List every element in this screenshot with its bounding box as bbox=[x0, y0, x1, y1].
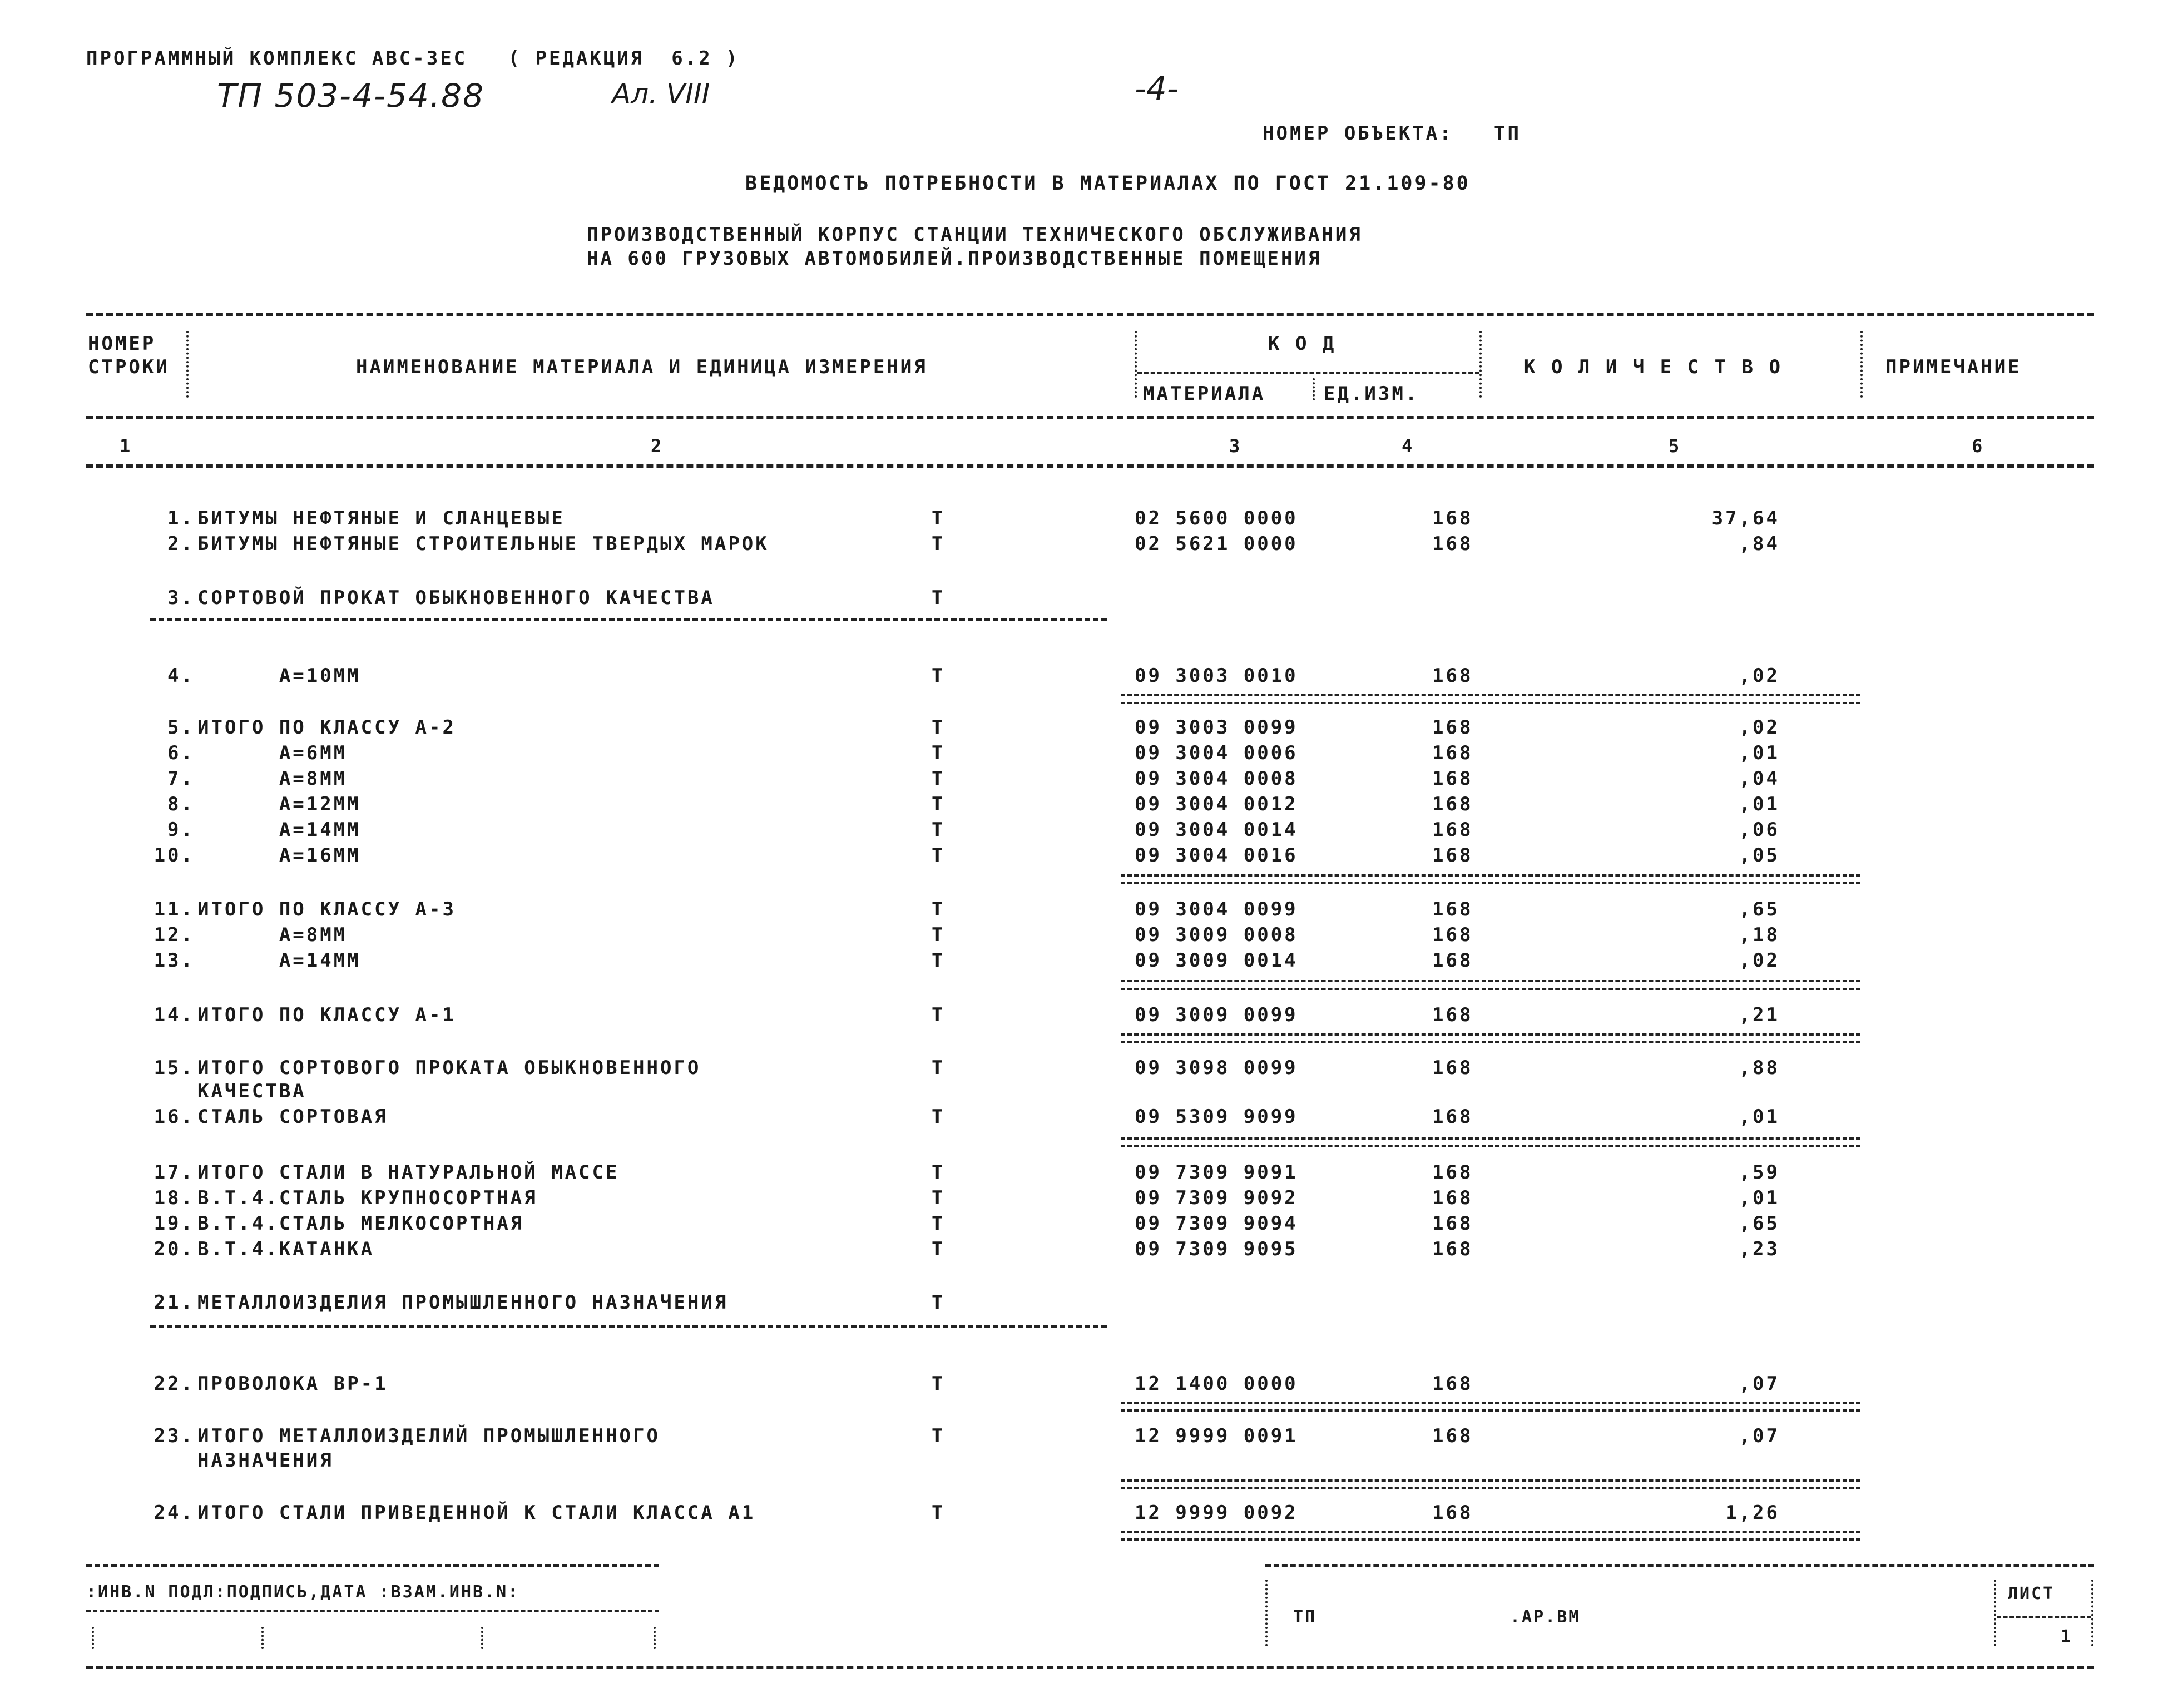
col-number-4: 4 bbox=[1402, 435, 1413, 457]
table-row bbox=[0, 507, 2168, 533]
row-number: 14. bbox=[154, 1004, 195, 1026]
table-row bbox=[0, 1106, 2168, 1131]
table-row bbox=[0, 742, 2168, 768]
row-number: 7. bbox=[167, 768, 195, 790]
col4-header: ЕД.ИЗМ. bbox=[1324, 383, 1419, 405]
subtotal-rule bbox=[1121, 980, 1860, 990]
row-number: 2. bbox=[167, 533, 195, 555]
quantity: ,59 bbox=[1739, 1161, 1780, 1184]
table-row bbox=[0, 844, 2168, 870]
material-code: 09 5309 9099 bbox=[1135, 1106, 1298, 1128]
subtotal-rule bbox=[1121, 1531, 1860, 1541]
unit: Т bbox=[932, 665, 946, 687]
quantity: ,02 bbox=[1739, 716, 1780, 739]
subtotal-rule bbox=[1121, 1033, 1860, 1043]
unit-code: 168 bbox=[1432, 819, 1473, 841]
material-code: 09 3004 0099 bbox=[1135, 898, 1298, 920]
table-row-total bbox=[0, 716, 2168, 742]
unit: Т bbox=[932, 1057, 946, 1079]
unit: Т bbox=[932, 507, 946, 529]
material-code: 09 7309 9092 bbox=[1135, 1187, 1298, 1209]
unit: Т bbox=[932, 1106, 946, 1128]
material-name: БИТУМЫ НЕФТЯНЫЕ СТРОИТЕЛЬНЫЕ ТВЕРДЫХ МАРОК bbox=[197, 533, 769, 555]
col-number-5: 5 bbox=[1669, 435, 1680, 457]
code-group-rule bbox=[1137, 372, 1479, 374]
material-code: 09 3004 0016 bbox=[1135, 844, 1298, 867]
quantity: ,84 bbox=[1739, 533, 1780, 555]
subtotal-rule bbox=[1121, 874, 1860, 884]
unit: Т bbox=[932, 1161, 946, 1184]
stamp-top-rule-right bbox=[1265, 1564, 2094, 1567]
material-code: 02 5621 0000 bbox=[1135, 533, 1298, 555]
object-number: НОМЕР ОБЪЕКТА: ТП bbox=[1263, 122, 1521, 145]
unit: Т bbox=[932, 1425, 946, 1447]
stamp-top-rule-left bbox=[86, 1564, 659, 1567]
quantity: ,23 bbox=[1739, 1238, 1780, 1260]
unit: Т bbox=[932, 1373, 946, 1395]
unit-code: 168 bbox=[1432, 533, 1473, 555]
row-number: 4. bbox=[167, 665, 195, 687]
col3-header: МАТЕРИАЛА bbox=[1143, 383, 1266, 405]
header-top-rule bbox=[86, 313, 2094, 316]
unit-code: 168 bbox=[1432, 1057, 1473, 1079]
stamp-left-mid-rule bbox=[86, 1610, 659, 1612]
table-row bbox=[0, 533, 2168, 558]
col-divider-2 bbox=[1135, 331, 1137, 398]
table-row bbox=[0, 768, 2168, 793]
unit-code: 168 bbox=[1432, 665, 1473, 687]
table-row bbox=[0, 1187, 2168, 1212]
material-code: 09 3009 0008 bbox=[1135, 924, 1298, 946]
stamp-left-labels: :ИНВ.N ПОДЛ:ПОДПИСЬ,ДАТА :ВЗАМ.ИНВ.N: bbox=[86, 1582, 520, 1602]
unit: Т bbox=[932, 949, 946, 972]
unit-code: 168 bbox=[1432, 742, 1473, 764]
row-number: 3. bbox=[167, 587, 195, 609]
material-code: 09 3004 0006 bbox=[1135, 742, 1298, 764]
material-name: ИТОГО ПО КЛАССУ А-2 bbox=[197, 716, 456, 739]
material-name: ИТОГО ПО КЛАССУ А-1 bbox=[197, 1004, 456, 1026]
stamp-cell-divider bbox=[261, 1627, 264, 1649]
material-code: 12 9999 0092 bbox=[1135, 1502, 1298, 1524]
col5-header: К О Л И Ч Е С Т В О bbox=[1524, 356, 1783, 378]
material-name: А=14ММ bbox=[197, 819, 361, 841]
unit-code: 168 bbox=[1432, 1212, 1473, 1235]
quantity: ,05 bbox=[1739, 844, 1780, 867]
material-code: 09 3098 0099 bbox=[1135, 1057, 1298, 1079]
unit-code: 168 bbox=[1432, 507, 1473, 529]
sheet-cell-divider bbox=[1994, 1580, 1996, 1646]
row-number: 1. bbox=[167, 507, 195, 529]
unit-code: 168 bbox=[1432, 949, 1473, 972]
table-row bbox=[0, 1373, 2168, 1398]
table-row bbox=[0, 949, 2168, 975]
row-number: 8. bbox=[167, 793, 195, 815]
material-code: 09 3009 0099 bbox=[1135, 1004, 1298, 1026]
material-name: ИТОГО СТАЛИ ПРИВЕДЕННОЙ К СТАЛИ КЛАССА А1 bbox=[197, 1502, 756, 1524]
material-name: МЕТАЛЛОИЗДЕЛИЯ ПРОМЫШЛЕННОГО НАЗНАЧЕНИЯ bbox=[197, 1291, 729, 1314]
quantity: ,01 bbox=[1739, 742, 1780, 764]
material-code: 09 3003 0099 bbox=[1135, 716, 1298, 739]
col-divider-3 bbox=[1479, 331, 1482, 398]
row-number: 12. bbox=[154, 924, 195, 946]
unit: Т bbox=[932, 1291, 946, 1314]
row-number: 23. bbox=[154, 1425, 195, 1447]
unit-code: 168 bbox=[1432, 898, 1473, 920]
quantity: ,06 bbox=[1739, 819, 1780, 841]
row-number: 5. bbox=[167, 716, 195, 739]
quantity: ,07 bbox=[1739, 1373, 1780, 1395]
row-number: 18. bbox=[154, 1187, 195, 1209]
unit-code: 168 bbox=[1432, 1004, 1473, 1026]
table-row-total bbox=[0, 1004, 2168, 1029]
unit-code: 168 bbox=[1432, 1502, 1473, 1524]
quantity: ,65 bbox=[1739, 898, 1780, 920]
row-number: 16. bbox=[154, 1106, 195, 1128]
col2-header: НАИМЕНОВАНИЕ МАТЕРИАЛА И ЕДИНИЦА ИЗМЕРЕНИЯ bbox=[356, 356, 928, 378]
material-name: В.Т.4.СТАЛЬ МЕЛКОСОРТНАЯ bbox=[197, 1212, 524, 1235]
section-rule bbox=[150, 618, 1107, 621]
unit-code: 168 bbox=[1432, 768, 1473, 790]
unit: Т bbox=[932, 587, 946, 609]
material-name: А=12ММ bbox=[197, 793, 361, 815]
unit: Т bbox=[932, 924, 946, 946]
material-name: А=8ММ bbox=[197, 768, 348, 790]
material-name: СОРТОВОЙ ПРОКАТ ОБЫКНОВЕННОГО КАЧЕСТВА bbox=[197, 587, 715, 609]
unit-code: 168 bbox=[1432, 1373, 1473, 1395]
material-name-continuation: НАЗНАЧЕНИЯ bbox=[197, 1449, 334, 1472]
quantity: ,01 bbox=[1739, 793, 1780, 815]
col-number-2: 2 bbox=[651, 435, 662, 457]
table-row bbox=[0, 665, 2168, 690]
document-subtitle-line-1: ПРОИЗВОДСТВЕННЫЙ КОРПУС СТАНЦИИ ТЕХНИЧЕСКОГО ОБСЛУЖИВАНИЯ bbox=[587, 224, 1363, 246]
material-name: СТАЛЬ СОРТОВАЯ bbox=[197, 1106, 388, 1128]
quantity: ,02 bbox=[1739, 949, 1780, 972]
project-code: ТП 503-4-54.88 bbox=[217, 77, 484, 115]
quantity: ,07 bbox=[1739, 1425, 1780, 1447]
unit: Т bbox=[932, 716, 946, 739]
row-number: 19. bbox=[154, 1212, 195, 1235]
row-number: 10. bbox=[154, 844, 195, 867]
sheet-number: 1 bbox=[2061, 1627, 2073, 1646]
sheet-mid-rule bbox=[1997, 1616, 2091, 1618]
row-number: 11. bbox=[154, 898, 195, 920]
subtotal-rule bbox=[1121, 1402, 1860, 1412]
unit: Т bbox=[932, 533, 946, 555]
row-number: 17. bbox=[154, 1161, 195, 1184]
col6-header: ПРИМЕЧАНИЕ bbox=[1885, 356, 2022, 378]
row-number: 6. bbox=[167, 742, 195, 764]
material-name: БИТУМЫ НЕФТЯНЫЕ И СЛАНЦЕВЫЕ bbox=[197, 507, 565, 529]
row-number: 15. bbox=[154, 1057, 195, 1079]
unit: Т bbox=[932, 1212, 946, 1235]
table-row bbox=[0, 924, 2168, 949]
material-name: ИТОГО СТАЛИ В НАТУРАЛЬНОЙ МАССЕ bbox=[197, 1161, 620, 1184]
material-name: ИТОГО СОРТОВОГО ПРОКАТА ОБЫКНОВЕННОГО bbox=[197, 1057, 701, 1079]
material-code: 09 7309 9094 bbox=[1135, 1212, 1298, 1235]
quantity: ,21 bbox=[1739, 1004, 1780, 1026]
material-name: В.Т.4.КАТАНКА bbox=[197, 1238, 375, 1260]
table-row-section bbox=[0, 587, 2168, 612]
table-row-total bbox=[0, 1425, 2168, 1450]
page-bottom-rule bbox=[86, 1666, 2094, 1669]
unit-code: 168 bbox=[1432, 1238, 1473, 1260]
code-group-header: К О Д bbox=[1268, 333, 1337, 355]
quantity: ,02 bbox=[1739, 665, 1780, 687]
material-code: 12 1400 0000 bbox=[1135, 1373, 1298, 1395]
document-title: ВЕДОМОСТЬ ПОТРЕБНОСТИ В МАТЕРИАЛАХ ПО ГОСТ 21.109-80 bbox=[745, 172, 1471, 195]
table-row bbox=[0, 1212, 2168, 1238]
table-row bbox=[0, 793, 2168, 819]
unit: Т bbox=[932, 742, 946, 764]
subtotal-rule bbox=[1121, 1137, 1860, 1147]
row-number: 22. bbox=[154, 1373, 195, 1395]
quantity: ,88 bbox=[1739, 1057, 1780, 1079]
quantity: ,01 bbox=[1739, 1187, 1780, 1209]
unit-code: 168 bbox=[1432, 1106, 1473, 1128]
stamp-cell-divider bbox=[92, 1627, 94, 1649]
quantity: ,01 bbox=[1739, 1106, 1780, 1128]
table-row-continuation bbox=[0, 1449, 2168, 1475]
material-name: ПРОВОЛОКА ВР-1 bbox=[197, 1373, 388, 1395]
material-name: А=6ММ bbox=[197, 742, 348, 764]
col-divider-4 bbox=[1860, 331, 1863, 398]
stamp-document-code: .АР.ВМ bbox=[1510, 1607, 1581, 1627]
col1-header-line2: СТРОКИ bbox=[88, 356, 170, 378]
unit: Т bbox=[932, 1502, 946, 1524]
album-number: Ал. VIII bbox=[612, 78, 710, 110]
material-code: 09 7309 9091 bbox=[1135, 1161, 1298, 1184]
material-code: 09 3003 0010 bbox=[1135, 665, 1298, 687]
quantity: 37,64 bbox=[1711, 507, 1780, 529]
material-name-continuation: КАЧЕСТВА bbox=[197, 1080, 306, 1102]
unit: Т bbox=[932, 819, 946, 841]
stamp-cell-divider bbox=[481, 1627, 483, 1649]
unit-code: 168 bbox=[1432, 1187, 1473, 1209]
material-code: 09 3004 0014 bbox=[1135, 819, 1298, 841]
stamp-project-code: ТП bbox=[1293, 1607, 1317, 1627]
table-row-total bbox=[0, 1502, 2168, 1527]
table-row bbox=[0, 1238, 2168, 1264]
table-row bbox=[0, 819, 2168, 844]
header-mid-rule bbox=[86, 416, 2094, 419]
table-row-total bbox=[0, 1057, 2168, 1082]
document-subtitle-line-2: НА 600 ГРУЗОВЫХ АВТОМОБИЛЕЙ.ПРОИЗВОДСТВЕННЫЕ ПОМЕЩЕНИЯ bbox=[587, 247, 1322, 270]
unit: Т bbox=[932, 1238, 946, 1260]
quantity: ,04 bbox=[1739, 768, 1780, 790]
unit-code: 168 bbox=[1432, 844, 1473, 867]
unit-code: 168 bbox=[1432, 1425, 1473, 1447]
material-name: А=10ММ bbox=[197, 665, 361, 687]
unit: Т bbox=[932, 1187, 946, 1209]
col-number-3: 3 bbox=[1229, 435, 1240, 457]
unit: Т bbox=[932, 768, 946, 790]
col1-header-line1: НОМЕР bbox=[88, 333, 156, 355]
material-code: 09 3004 0012 bbox=[1135, 793, 1298, 815]
quantity: ,65 bbox=[1739, 1212, 1780, 1235]
quantity: 1,26 bbox=[1725, 1502, 1780, 1524]
table-row-total bbox=[0, 1161, 2168, 1187]
subtotal-rule bbox=[1121, 1479, 1860, 1489]
unit-code: 168 bbox=[1432, 716, 1473, 739]
subtotal-rule bbox=[1121, 694, 1860, 704]
unit: Т bbox=[932, 898, 946, 920]
row-number: 21. bbox=[154, 1291, 195, 1314]
material-name: А=16ММ bbox=[197, 844, 361, 867]
sheet-label: ЛИСТ bbox=[2008, 1584, 2055, 1603]
code-subdivider bbox=[1313, 378, 1315, 400]
row-number: 9. bbox=[167, 819, 195, 841]
material-code: 12 9999 0091 bbox=[1135, 1425, 1298, 1447]
quantity: ,18 bbox=[1739, 924, 1780, 946]
col-number-6: 6 bbox=[1972, 435, 1983, 457]
row-number: 24. bbox=[154, 1502, 195, 1524]
unit: Т bbox=[932, 1004, 946, 1026]
table-row-total bbox=[0, 898, 2168, 924]
table-row-continuation bbox=[0, 1080, 2168, 1106]
unit-code: 168 bbox=[1432, 793, 1473, 815]
material-code: 09 3009 0014 bbox=[1135, 949, 1298, 972]
material-name: ИТОГО МЕТАЛЛОИЗДЕЛИЙ ПРОМЫШЛЕННОГО bbox=[197, 1425, 660, 1447]
stamp-cell-divider bbox=[654, 1627, 656, 1649]
material-name: А=8ММ bbox=[197, 924, 348, 946]
row-number: 13. bbox=[154, 949, 195, 972]
material-code: 02 5600 0000 bbox=[1135, 507, 1298, 529]
stamp-right-divider bbox=[1265, 1580, 1268, 1646]
unit: Т bbox=[932, 793, 946, 815]
sheet-cell-divider bbox=[2091, 1580, 2093, 1646]
section-rule bbox=[150, 1325, 1107, 1328]
material-name: ИТОГО ПО КЛАССУ А-3 bbox=[197, 898, 456, 920]
unit-code: 168 bbox=[1432, 1161, 1473, 1184]
material-name: В.Т.4.СТАЛЬ КРУПНОСОРТНАЯ bbox=[197, 1187, 538, 1209]
row-number: 20. bbox=[154, 1238, 195, 1260]
unit: Т bbox=[932, 844, 946, 867]
header-bottom-rule bbox=[86, 464, 2094, 468]
page-number: -4- bbox=[1135, 70, 1179, 107]
table-row-section bbox=[0, 1291, 2168, 1317]
col-number-1: 1 bbox=[120, 435, 131, 457]
material-code: 09 7309 9095 bbox=[1135, 1238, 1298, 1260]
col-divider-1 bbox=[186, 331, 189, 398]
material-code: 09 3004 0008 bbox=[1135, 768, 1298, 790]
unit-code: 168 bbox=[1432, 924, 1473, 946]
material-name: А=14ММ bbox=[197, 949, 361, 972]
program-header: ПРОГРАММНЫЙ КОМПЛЕКС АВС-ЗЕС ( РЕДАКЦИЯ 6.2 ) bbox=[86, 47, 740, 70]
